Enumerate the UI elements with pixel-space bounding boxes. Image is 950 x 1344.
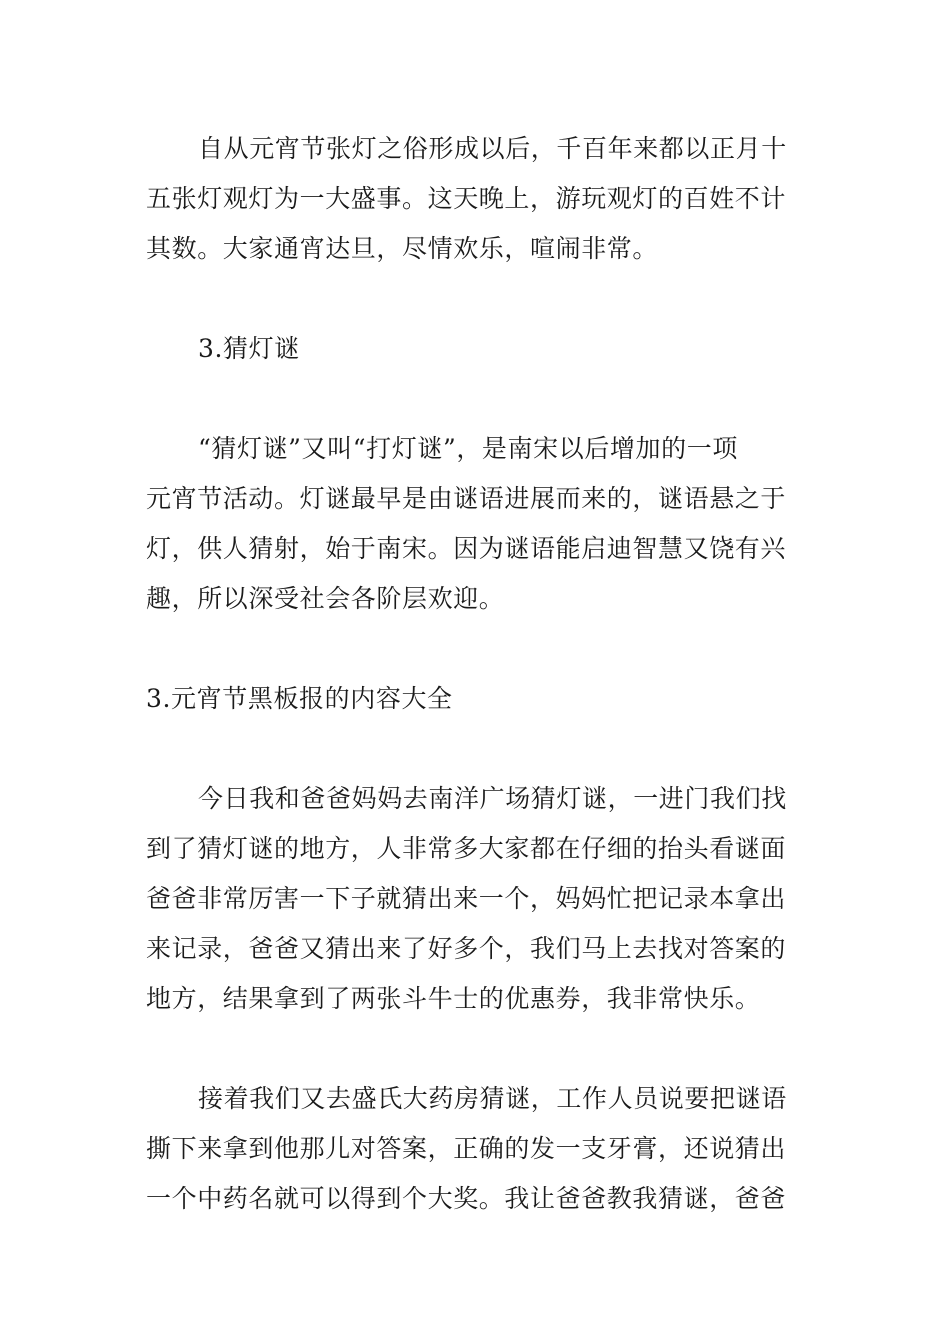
- paragraph-2-line-1: “猜灯谜”又叫“打灯谜”，是南宋以后增加的一项: [198, 434, 738, 463]
- paragraph-1-line-3: 其数。大家通宵达旦，尽情欢乐，喧闹非常。: [146, 234, 659, 263]
- paragraph-4-line-1: 接着我们又去盛氏大药房猜谜，工作人员说要把谜语: [198, 1084, 787, 1113]
- paragraph-3-line-2: 到了猜灯谜的地方，人非常多大家都在仔细的抬头看谜面: [146, 834, 787, 863]
- section-heading-guess-lantern-riddles: 3.猜灯谜: [198, 334, 300, 363]
- paragraph-2-line-3: 灯，供人猜射，始于南宋。因为谜语能启迪智慧又饶有兴: [146, 534, 787, 563]
- paragraph-1-line-2: 五张灯观灯为一大盛事。这天晚上，游玩观灯的百姓不计: [146, 184, 787, 213]
- paragraph-3-line-3: 爸爸非常厉害一下子就猜出来一个，妈妈忙把记录本拿出: [146, 884, 787, 913]
- paragraph-3-line-1: 今日我和爸爸妈妈去南洋广场猜灯谜，一进门我们找: [198, 784, 787, 813]
- section-heading-blackboard-content: 3.元宵节黑板报的内容大全: [146, 684, 453, 713]
- paragraph-2-line-4: 趣，所以深受社会各阶层欢迎。: [146, 584, 505, 613]
- paragraph-3-line-5: 地方，结果拿到了两张斗牛士的优惠券，我非常快乐。: [146, 984, 761, 1013]
- paragraph-2-line-2: 元宵节活动。灯谜最早是由谜语进展而来的，谜语悬之于: [146, 484, 787, 513]
- paragraph-4-line-3: 一个中药名就可以得到个大奖。我让爸爸教我猜谜，爸爸: [146, 1184, 787, 1213]
- paragraph-4-line-2: 撕下来拿到他那儿对答案，正确的发一支牙膏，还说猜出: [146, 1134, 787, 1163]
- paragraph-1-line-1: 自从元宵节张灯之俗形成以后，千百年来都以正月十: [198, 134, 787, 163]
- paragraph-3-line-4: 来记录，爸爸又猜出来了好多个，我们马上去找对答案的: [146, 934, 787, 963]
